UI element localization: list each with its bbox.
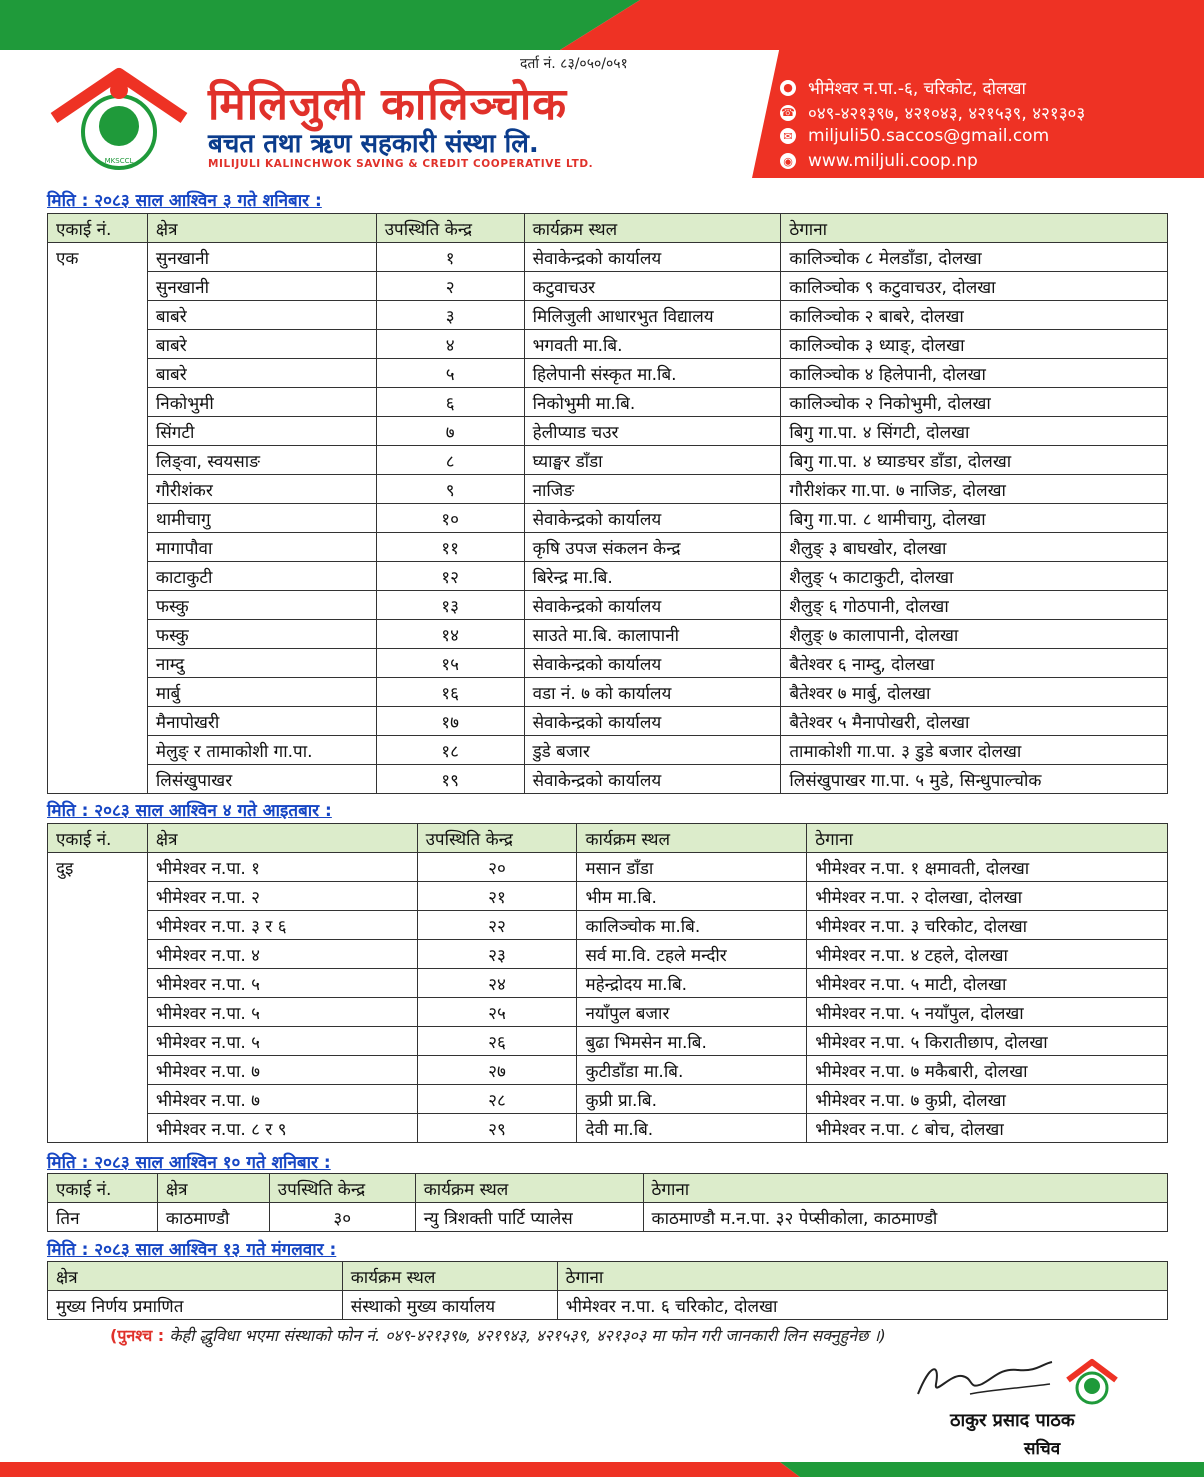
section2-date: मिति : २०८३ साल आश्विन ४ गते आइतबार : xyxy=(47,801,332,821)
table-row xyxy=(48,882,1168,911)
table-cell: १७ xyxy=(376,707,524,736)
section4-table xyxy=(47,1261,1168,1320)
table-cell: १९ xyxy=(376,765,524,794)
column-header: कार्यक्रम स्थल xyxy=(524,214,781,243)
table-cell: निकोभुमी मा.बि. xyxy=(524,388,781,417)
table-row xyxy=(48,272,1168,301)
table-cell: भीमेश्वर न.पा. ७ xyxy=(147,1056,417,1085)
table-cell: मेलुङ् र तामाकोशी गा.पा. xyxy=(147,736,376,765)
table-row xyxy=(48,1203,1168,1232)
table-cell: गौरीशंकर xyxy=(147,475,376,504)
table-cell: नाम्दु xyxy=(147,649,376,678)
column-header: क्षेत्र xyxy=(157,1174,269,1203)
table-row xyxy=(48,620,1168,649)
table-cell: बिगु गा.पा. ४ घ्याङघर डाँडा, दोलखा xyxy=(781,446,1168,475)
table-cell: कालिञ्चोक ९ कटुवाचउर, दोलखा xyxy=(781,272,1168,301)
column-header: क्षेत्र xyxy=(147,214,376,243)
svg-text:MKSCCL: MKSCCL xyxy=(104,157,134,165)
table-cell: बाबरे xyxy=(147,359,376,388)
table-cell: वडा नं. ७ को कार्यालय xyxy=(524,678,781,707)
table-cell: शैलुङ् ६ गोठपानी, दोलखा xyxy=(781,591,1168,620)
table-cell: भीमेश्वर न.पा. ६ चरिकोट, दोलखा xyxy=(557,1291,1167,1320)
table-row xyxy=(48,1056,1168,1085)
table-cell: डुडे बजार xyxy=(524,736,781,765)
table-header-row xyxy=(48,1174,1168,1203)
table-row xyxy=(48,1114,1168,1143)
table-cell: भीमेश्वर न.पा. ५ किरातीछाप, दोलखा xyxy=(807,1027,1168,1056)
table-cell: बिरेन्द्र मा.बि. xyxy=(524,562,781,591)
table-cell: सेवाकेन्द्रको कार्यालय xyxy=(524,707,781,736)
table-cell: शैलुङ् ७ कालापानी, दोलखा xyxy=(781,620,1168,649)
table-cell: १२ xyxy=(376,562,524,591)
table-row xyxy=(48,388,1168,417)
table-cell: १० xyxy=(376,504,524,533)
table-cell: भीमेश्वर न.पा. ८ र ९ xyxy=(147,1114,417,1143)
phone-icon: ☎ xyxy=(781,106,795,119)
table-cell: बैतेश्वर ७ मार्बु, दोलखा xyxy=(781,678,1168,707)
column-header: ठेगाना xyxy=(643,1174,1167,1203)
table-cell: १४ xyxy=(376,620,524,649)
table-cell: मिलिजुली आधारभुत विद्यालय xyxy=(524,301,781,330)
table-cell: भीमेश्वर न.पा. १ xyxy=(147,853,417,882)
table-cell: २५ xyxy=(417,998,577,1027)
column-header: ठेगाना xyxy=(807,824,1168,853)
table-cell: भीमेश्वर न.पा. ४ xyxy=(147,940,417,969)
table-row xyxy=(48,765,1168,794)
column-header: उपस्थिति केन्द्र xyxy=(417,824,577,853)
table-cell: लिसंखुपाखर गा.पा. ५ मुडे, सिन्धुपाल्चोक xyxy=(781,765,1168,794)
table-cell: २० xyxy=(417,853,577,882)
table-cell: बुढा भिमसेन मा.बि. xyxy=(577,1027,807,1056)
table-cell: ४ xyxy=(376,330,524,359)
table-cell: सिंगटी xyxy=(147,417,376,446)
table-cell: भीमेश्वर न.पा. ७ कुप्री, दोलखा xyxy=(807,1085,1168,1114)
table-cell: बिगु गा.पा. ८ थामीचागु, दोलखा xyxy=(781,504,1168,533)
table-row xyxy=(48,1291,1168,1320)
table-row xyxy=(48,1085,1168,1114)
table-cell: तामाकोशी गा.पा. ३ डुडे बजार दोलखा xyxy=(781,736,1168,765)
seal-logo xyxy=(1062,1356,1122,1408)
table-cell: फस्कु xyxy=(147,591,376,620)
table-cell: भीमेश्वर न.पा. १ क्षमावती, दोलखा xyxy=(807,853,1168,882)
table-cell: २६ xyxy=(417,1027,577,1056)
table-cell: १६ xyxy=(376,678,524,707)
table-cell: भीमेश्वर न.पा. ८ बोच, दोलखा xyxy=(807,1114,1168,1143)
table-cell: भगवती मा.बि. xyxy=(524,330,781,359)
contact-phone: ☎ ०४९-४२१३९७, ४२१०४३, ४२१५३९, ४२१३०३ xyxy=(781,104,1086,124)
table-cell: भीमेश्वर न.पा. २ दोलखा, दोलखा xyxy=(807,882,1168,911)
unit-number-cell: एक xyxy=(48,243,148,794)
section2-table xyxy=(47,823,1168,1143)
table-header-row xyxy=(48,214,1168,243)
table-cell: बैतेश्वर ६ नाम्दु, दोलखा xyxy=(781,649,1168,678)
table-cell: कालिञ्चोक ४ हिलेपानी, दोलखा xyxy=(781,359,1168,388)
table-cell: ५ xyxy=(376,359,524,388)
table-row xyxy=(48,591,1168,620)
table-cell: भीमेश्वर न.पा. ५ xyxy=(147,1027,417,1056)
org-name-nepali: मिलिजुली कालिञ्चोक xyxy=(208,79,568,130)
table-cell: भीमेश्वर न.पा. ७ मकैबारी, दोलखा xyxy=(807,1056,1168,1085)
table-row xyxy=(48,911,1168,940)
table-cell: मैनापोखरी xyxy=(147,707,376,736)
table-cell: घ्याङ्घर डाँडा xyxy=(524,446,781,475)
table-row xyxy=(48,649,1168,678)
table-cell: ११ xyxy=(376,533,524,562)
contact-website: ◉ www.miljuli.coop.np xyxy=(780,151,978,171)
column-header: उपस्थिति केन्द्र xyxy=(376,214,524,243)
email-icon: ✉ xyxy=(780,128,796,144)
contact-address: ● भीमेश्वर न.पा.-६, चरिकोट, दोलखा xyxy=(780,76,1026,99)
table-cell: १ xyxy=(376,243,524,272)
signature-image xyxy=(910,1354,1060,1404)
table-cell: शैलुङ् ५ काटाकुटी, दोलखा xyxy=(781,562,1168,591)
signatory-post: सचिव xyxy=(1024,1439,1061,1459)
table-cell: बिगु गा.पा. ४ सिंगटी, दोलखा xyxy=(781,417,1168,446)
table-cell: फस्कु xyxy=(147,620,376,649)
column-header: कार्यक्रम स्थल xyxy=(342,1262,557,1291)
org-name-english: MILIJULI KALINCHWOK SAVING & CREDIT COOPERATIVE LTD. xyxy=(208,158,594,170)
table-row xyxy=(48,359,1168,388)
table-cell: ८ xyxy=(376,446,524,475)
note-text: केही द्धुविधा भएमा संस्थाको फोन नं. ०४९-४२१३९७, ४२१९४३, ४२१५३९, ४२१३०३ मा फोन गरी जानकारी लिन सक्नुहुनेछ ।) xyxy=(169,1326,886,1345)
table-cell: २३ xyxy=(417,940,577,969)
table-cell: सेवाकेन्द्रको कार्यालय xyxy=(524,243,781,272)
table-cell: २८ xyxy=(417,1085,577,1114)
table-cell: २४ xyxy=(417,969,577,998)
table-row xyxy=(48,446,1168,475)
table-cell: काठमाण्डौ म.न.पा. ३२ पेप्सीकोला, काठमाण्डौ xyxy=(643,1203,1167,1232)
table-cell: २९ xyxy=(417,1114,577,1143)
table-row xyxy=(48,998,1168,1027)
table-cell: कालिञ्चोक ३ ध्याङ्, दोलखा xyxy=(781,330,1168,359)
table-row xyxy=(48,504,1168,533)
table-cell: ७ xyxy=(376,417,524,446)
table-cell: मुख्य निर्णय प्रमाणित xyxy=(48,1291,343,1320)
table-row xyxy=(48,853,1168,882)
table-cell: सेवाकेन्द्रको कार्यालय xyxy=(524,649,781,678)
table-cell: मागापौवा xyxy=(147,533,376,562)
table-cell: सुनखानी xyxy=(147,272,376,301)
table-cell: २ xyxy=(376,272,524,301)
table-cell: सेवाकेन्द्रको कार्यालय xyxy=(524,504,781,533)
table-cell: २१ xyxy=(417,882,577,911)
table-cell: १३ xyxy=(376,591,524,620)
table-cell: सेवाकेन्द्रको कार्यालय xyxy=(524,765,781,794)
table-cell: कृषि उपज संकलन केन्द्र xyxy=(524,533,781,562)
table-cell: कालिञ्चोक ८ मेलडाँडा, दोलखा xyxy=(781,243,1168,272)
table-cell: सर्व मा.वि. टहले मन्दीर xyxy=(577,940,807,969)
table-cell: १८ xyxy=(376,736,524,765)
table-cell: साउते मा.बि. कालापानी xyxy=(524,620,781,649)
table-cell: ३ xyxy=(376,301,524,330)
column-header: ठेगाना xyxy=(781,214,1168,243)
table-cell: कुप्री प्रा.बि. xyxy=(577,1085,807,1114)
column-header: एकाई नं. xyxy=(48,824,148,853)
table-row xyxy=(48,969,1168,998)
table-row xyxy=(48,417,1168,446)
header-top-band xyxy=(0,0,1204,50)
section1-date: मिति : २०८३ साल आश्विन ३ गते शनिबार : xyxy=(47,191,322,211)
table-cell: न्यु त्रिशक्ती पार्टि प्यालेस xyxy=(415,1203,643,1232)
unit-number-cell: दुइ xyxy=(48,853,148,1143)
table-row xyxy=(48,533,1168,562)
table-row xyxy=(48,330,1168,359)
table-cell: महेन्द्रोदय मा.बि. xyxy=(577,969,807,998)
section3-date: मिति : २०८३ साल आश्विन १० गते शनिबार : xyxy=(47,1153,331,1173)
location-icon: ● xyxy=(780,80,796,96)
table-cell: कालिञ्चोक २ बाबरे, दोलखा xyxy=(781,301,1168,330)
table-row xyxy=(48,243,1168,272)
table-cell: भीमेश्वर न.पा. ५ xyxy=(147,998,417,1027)
table-cell: कटुवाचउर xyxy=(524,272,781,301)
table-row xyxy=(48,301,1168,330)
table-cell: भीमेश्वर न.पा. ४ टहले, दोलखा xyxy=(807,940,1168,969)
table-row xyxy=(48,1027,1168,1056)
web-icon: ◉ xyxy=(780,153,796,169)
table-cell: देवी मा.बि. xyxy=(577,1114,807,1143)
table-row xyxy=(48,678,1168,707)
table-row xyxy=(48,736,1168,765)
table-cell: भीमेश्वर न.पा. ५ xyxy=(147,969,417,998)
signatory-name: ठाकुर प्रसाद पाठक xyxy=(950,1410,1075,1431)
table-cell: भीम मा.बि. xyxy=(577,882,807,911)
table-cell: निकोभुमी xyxy=(147,388,376,417)
table-cell: हेलीप्याड चउर xyxy=(524,417,781,446)
table-cell: काठमाण्डौ xyxy=(157,1203,269,1232)
column-header: एकाई नं. xyxy=(48,1174,158,1203)
table-cell: बाबरे xyxy=(147,301,376,330)
note-label: (पुनश्च : xyxy=(110,1326,165,1345)
table-cell: भीमेश्वर न.पा. ५ नयाँपुल, दोलखा xyxy=(807,998,1168,1027)
table-cell: काटाकुटी xyxy=(147,562,376,591)
table-cell: नयाँपुल बजार xyxy=(577,998,807,1027)
table-cell: भीमेश्वर न.पा. ५ माटी, दोलखा xyxy=(807,969,1168,998)
table-cell: भीमेश्वर न.पा. ३ र ६ xyxy=(147,911,417,940)
section3-table xyxy=(47,1173,1168,1232)
footer-note xyxy=(110,1324,886,1346)
table-row xyxy=(48,707,1168,736)
table-cell: थामीचागु xyxy=(147,504,376,533)
contact-email: ✉ miljuli50.saccos@gmail.com xyxy=(780,126,1049,146)
column-header: क्षेत्र xyxy=(48,1262,343,1291)
table-cell: भीमेश्वर न.पा. ७ xyxy=(147,1085,417,1114)
table-cell: बाबरे xyxy=(147,330,376,359)
section1-table xyxy=(47,213,1168,794)
registration-number: दर्ता नं. ८३/०५०/०५१ xyxy=(520,56,628,72)
table-row xyxy=(48,562,1168,591)
table-cell: नाजिङ xyxy=(524,475,781,504)
column-header: क्षेत्र xyxy=(147,824,417,853)
table-cell: ९ xyxy=(376,475,524,504)
table-cell: मार्बु xyxy=(147,678,376,707)
footer-band xyxy=(0,1462,1204,1477)
table-cell: तिन xyxy=(48,1203,158,1232)
table-cell: लिङ्वा, स्वयसाङ xyxy=(147,446,376,475)
cooperative-logo xyxy=(44,66,194,176)
table-cell: लिसंखुपाखर xyxy=(147,765,376,794)
table-cell: संस्थाको मुख्य कार्यालय xyxy=(342,1291,557,1320)
table-cell: कुटीडाँडा मा.बि. xyxy=(577,1056,807,1085)
column-header: उपस्थिति केन्द्र xyxy=(269,1174,415,1203)
table-cell: मसान डाँडा xyxy=(577,853,807,882)
table-cell: भीमेश्वर न.पा. २ xyxy=(147,882,417,911)
section4-date: मिति : २०८३ साल आश्विन १३ गते मंगलवार : xyxy=(47,1240,337,1260)
table-cell: ६ xyxy=(376,388,524,417)
table-cell: कालिञ्चोक मा.बि. xyxy=(577,911,807,940)
table-cell: २२ xyxy=(417,911,577,940)
table-header-row xyxy=(48,824,1168,853)
table-cell: शैलुङ् ३ बाघखोर, दोलखा xyxy=(781,533,1168,562)
table-cell: गौरीशंकर गा.पा. ७ नाजिङ, दोलखा xyxy=(781,475,1168,504)
column-header: कार्यक्रम स्थल xyxy=(415,1174,643,1203)
table-cell: २७ xyxy=(417,1056,577,1085)
column-header: ठेगाना xyxy=(557,1262,1167,1291)
column-header: कार्यक्रम स्थल xyxy=(577,824,807,853)
table-cell: भीमेश्वर न.पा. ३ चरिकोट, दोलखा xyxy=(807,911,1168,940)
table-cell: हिलेपानी संस्कृत मा.बि. xyxy=(524,359,781,388)
table-cell: सुनखानी xyxy=(147,243,376,272)
column-header: एकाई नं. xyxy=(48,214,148,243)
org-subtitle-nepali: बचत तथा ऋण सहकारी संस्था लि. xyxy=(208,129,539,159)
table-row xyxy=(48,475,1168,504)
table-row xyxy=(48,940,1168,969)
table-cell: ३० xyxy=(269,1203,415,1232)
table-cell: १५ xyxy=(376,649,524,678)
table-cell: कालिञ्चोक २ निकोभुमी, दोलखा xyxy=(781,388,1168,417)
table-header-row xyxy=(48,1262,1168,1291)
table-cell: बैतेश्वर ५ मैनापोखरी, दोलखा xyxy=(781,707,1168,736)
table-cell: सेवाकेन्द्रको कार्यालय xyxy=(524,591,781,620)
